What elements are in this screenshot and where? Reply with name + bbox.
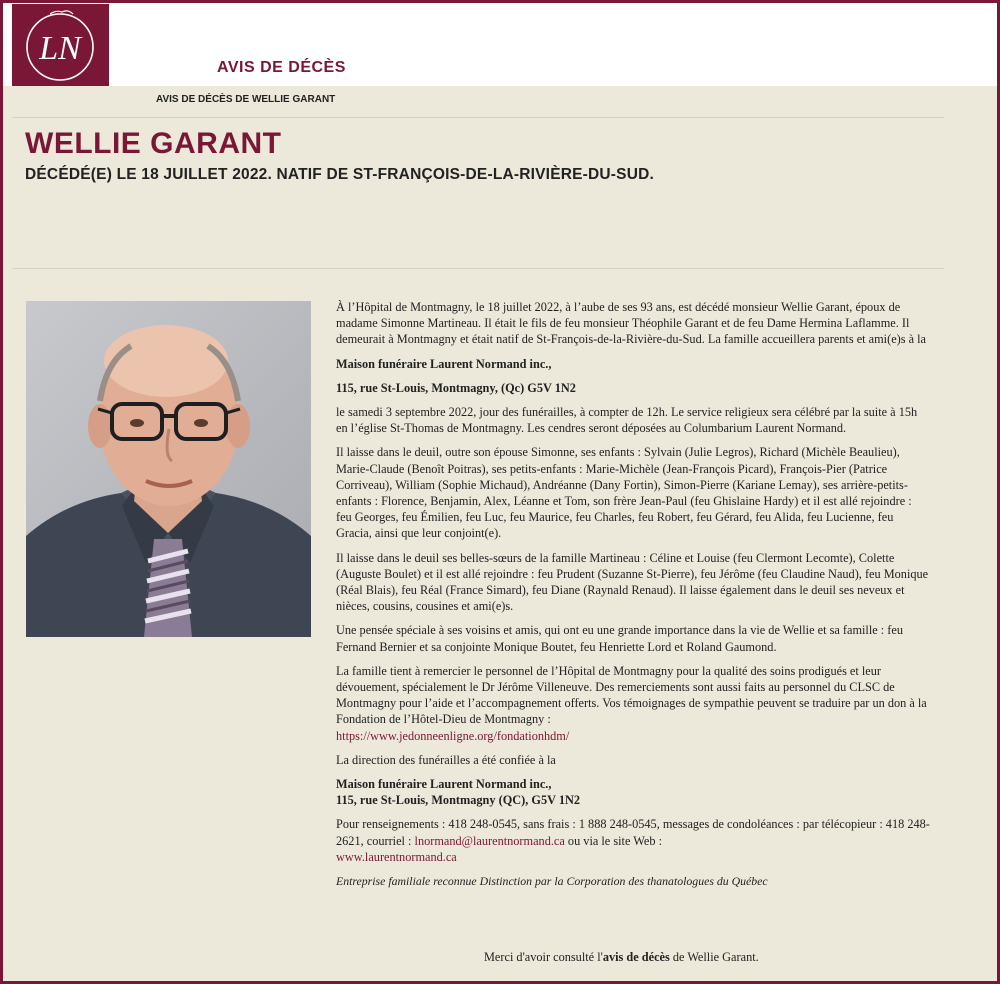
contact-text: Pour renseignements : 418 248-0545, sans frais : 1 888 248-0545, messages de condoléances : par télécopieur : 418 248-2621, courriel : bbox=[336, 817, 930, 848]
paragraph: Il laisse dans le deuil, outre son épouse Simonne, ses enfants : Sylvain (Julie Legros), Richard (Michèle Beaulieu), Marie-Claude (Benoît Poitras), ses petits-enfants : Marie-Michèle (Jean-François Picard), François-Pier (Patrice Corriveau), William (Sophie Michaud), Andréanne (Dany Fortin), Simon-Pierre (Kariane Lemay), ses arrière-petits-enfants : Florence, Benjamin, Alex, Léanne et Tom, son frère Jean-Paul (feu Ghislaine Hardy) et il est allé rejoindre : feu Georges, feu Émilien, feu Luc, feu Maurice, feu Charles, feu Robert, feu Gérard, feu Alida, feu Lucienne, feu Gracia, ainsi que leur conjoint(e). bbox=[336, 445, 912, 541]
paragraph bbox=[336, 663, 930, 744]
site-header bbox=[0, 0, 1000, 86]
footer-bold: avis de décès bbox=[602, 950, 670, 964]
page-subtitle: DÉCÉDÉ(E) LE 18 JUILLET 2022. NATIF DE ST-FRANÇOIS-DE-LA-RIVIÈRE-DU-SUD. bbox=[25, 166, 655, 183]
paragraph: À l’Hôpital de Montmagny, le 18 juillet 2022, à l’aube de ses 93 ans, est décédé monsieur Wellie Garant, époux de madame Simonne Martineau. Il était le fils de feu monsieur Théophile Garant et de feu Dame Hermina Laflamme. Il demeurait à Montmagny et était natif de St-François-de-la-Rivière-du-Sud. La famille accueillera parents et ami(e)s à la bbox=[336, 300, 927, 347]
nav-avis-de-deces[interactable]: AVIS DE DÉCÈS bbox=[217, 59, 346, 76]
funeral-home-name: Maison funéraire Laurent Normand inc., bbox=[336, 356, 552, 371]
paragraph: La direction des funérailles a été confiée à la bbox=[336, 752, 556, 767]
website-link[interactable]: www.laurentnormand.ca bbox=[336, 849, 457, 864]
paragraph-text: La famille tient à remercier le personnel de l’Hôpital de Montmagny pour la qualité des soins prodigués et leur dévouement, spécialement le Dr Jérôme Villeneuve. Des remerciements sont aussi faits au personnel du CLSC de Montmagny pour l’aide et l’accompagnement offerts. Vos témoignages de sympathie peuvent se traduire par un don à la Fondation de l’Hôtel-Dieu de Montmagny : bbox=[336, 663, 927, 727]
paragraph: Il laisse dans le deuil ses belles-sœurs de la famille Martineau : Céline et Louise (feu Clermont Lecomte), Colette (Auguste Boulet) et il est allé rejoindre : feu Prudent (Suzanne St-Pierre), feu Jérôme (feu Claudine Naud), feu Monique (Réal Blais), feu Réal (France Simard), feu Diane (Raynald Renaud). Il laisse également dans le deuil ses neveux et nièces, cousins, cousines et ami(e)s. bbox=[336, 550, 929, 614]
distinction-text: Entreprise familiale reconnue Distinction par la Corporation des thanatologues du Québec bbox=[336, 874, 768, 889]
paragraph: le samedi 3 septembre 2022, jour des funérailles, à compter de 12h. Le service religieux sera célébré par la suite à 15h en l’église St-Thomas de Montmagny. Les cendres seront déposées au Columbarium Laurent Normand. bbox=[336, 405, 918, 436]
funeral-home-block bbox=[336, 776, 930, 808]
contact-info bbox=[336, 816, 930, 865]
donation-link[interactable]: https://www.jedonneenligne.org/fondationhdm/ bbox=[336, 728, 570, 743]
contact-text: ou via le site Web : bbox=[564, 833, 662, 848]
footer-text: de Wellie Garant. bbox=[669, 950, 759, 964]
funeral-home-name: Maison funéraire Laurent Normand inc., bbox=[336, 777, 552, 792]
ln-monogram-icon bbox=[12, 4, 109, 86]
logo-text: LN bbox=[39, 30, 81, 67]
email-link[interactable]: lnormand@laurentnormand.ca bbox=[414, 833, 565, 848]
footer-text: Merci d'avoir consulté l' bbox=[484, 950, 603, 964]
obituary-text bbox=[336, 299, 930, 897]
funeral-home-address: 115, rue St-Louis, Montmagny, (Qc) G5V 1N2 bbox=[336, 380, 576, 395]
breadcrumb: AVIS DE DÉCÈS DE WELLIE GARANT bbox=[156, 94, 336, 105]
site-logo[interactable] bbox=[12, 4, 109, 86]
divider bbox=[12, 268, 944, 269]
page-title: WELLIE GARANT bbox=[25, 127, 282, 160]
funeral-home-address: 115, rue St-Louis, Montmagny (QC), G5V 1N2 bbox=[336, 793, 581, 808]
portrait-photo bbox=[26, 301, 311, 637]
footer-thanks bbox=[0, 950, 1000, 965]
divider bbox=[12, 117, 944, 118]
paragraph: Une pensée spéciale à ses voisins et amis, qui ont eu une grande importance dans la vie de Wellie et sa famille : feu Fernand Bernier et sa conjointe Monique Boutet, feu Henriette Lord et Roland Gaumond. bbox=[336, 623, 903, 654]
